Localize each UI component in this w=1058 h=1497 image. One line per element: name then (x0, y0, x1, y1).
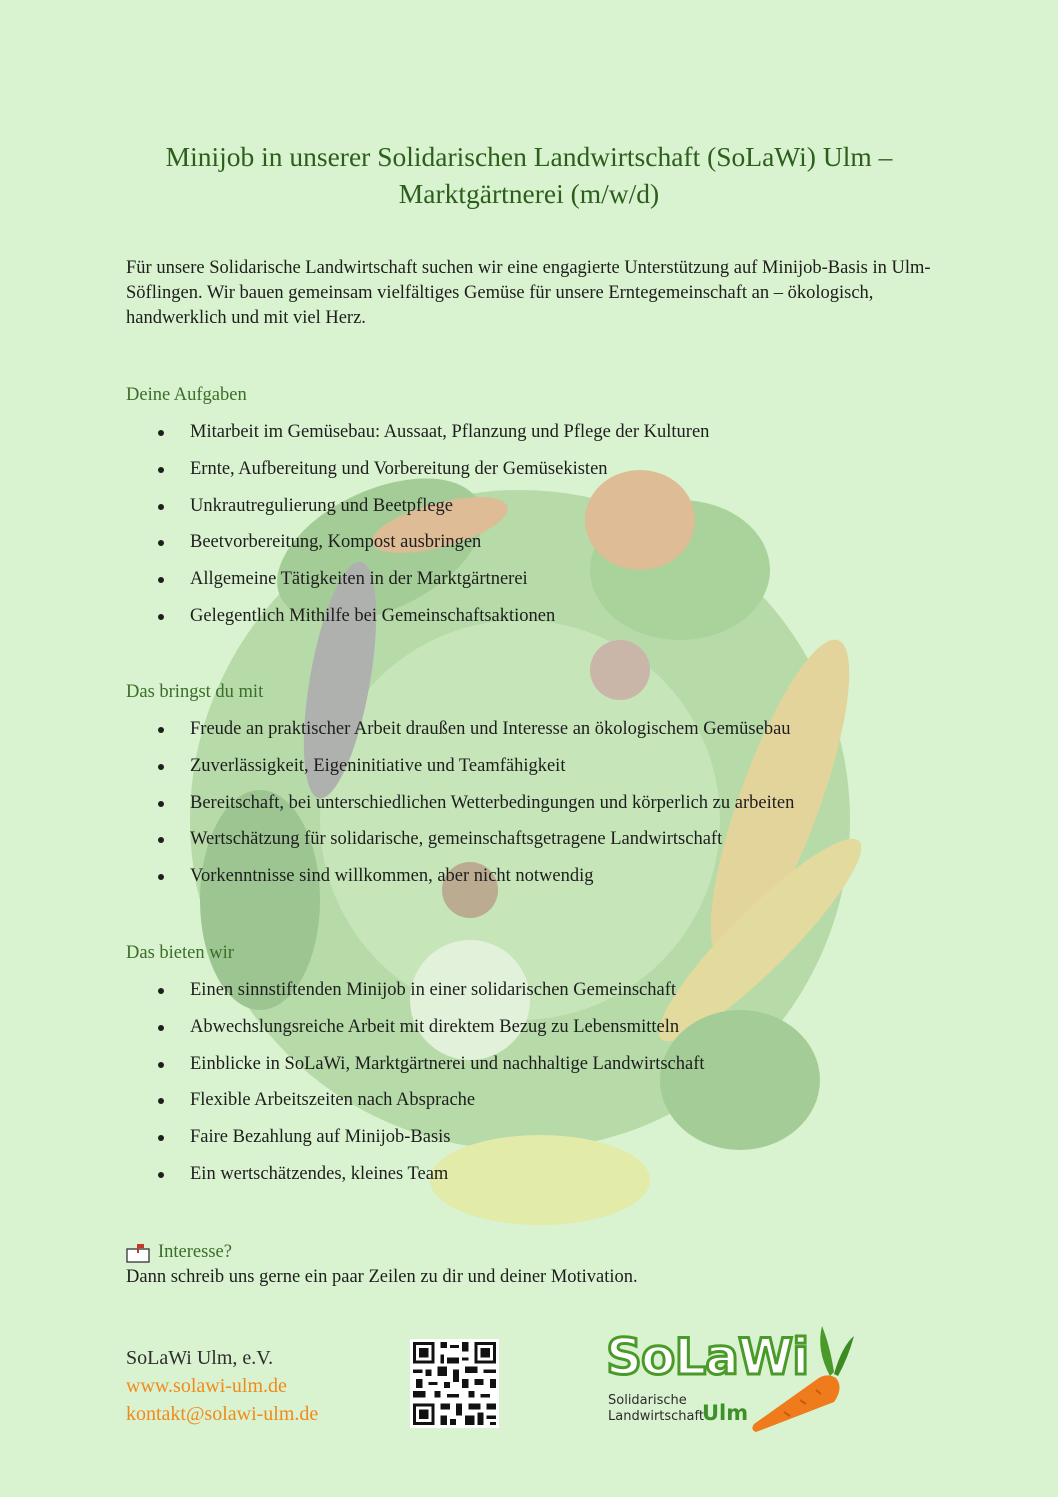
title-line-1: Minijob in unserer Solidarischen Landwirtschaft (SoLaWi) Ulm – (165, 141, 893, 172)
list-item: Allgemeine Tätigkeiten in der Marktgärtnerei (126, 567, 709, 604)
list-item: Einen sinnstiftenden Minijob in einer solidarischen Gemeinschaft (126, 978, 705, 1015)
bullet-icon (158, 1172, 164, 1178)
list-item: Bereitschaft, bei unterschiedlichen Wetterbedingungen und körperlich zu arbeiten (126, 791, 794, 828)
list-item: Abwechslungsreiche Arbeit mit direktem Bezug zu Lebensmitteln (126, 1015, 705, 1052)
organization-name: SoLaWi Ulm, e.V. (126, 1347, 274, 1369)
title-line-2: Marktgärtnerei (m/w/d) (398, 178, 660, 209)
logo-line-2: Landwirtschaft (608, 1409, 704, 1424)
list-item: Flexible Arbeitszeiten nach Absprache (126, 1088, 705, 1125)
section-heading-bringst-mit: Das bringst du mit (126, 682, 264, 702)
solawi-logo (604, 1316, 854, 1440)
bullet-icon (158, 1025, 164, 1031)
bullet-icon (158, 764, 164, 770)
list-item: Unkrautregulierung und Beetpflege (126, 494, 709, 531)
list-item: Ernte, Aufbereitung und Vorbereitung der Gemüsekisten (126, 457, 709, 494)
list-item: Einblicke in SoLaWi, Marktgärtnerei und nachhaltige Landwirtschaft (126, 1052, 705, 1089)
list-item: Mitarbeit im Gemüsebau: Aussaat, Pflanzung und Pflege der Kulturen (126, 420, 709, 457)
bullet-icon (158, 727, 164, 733)
logo-wordmark: SoLaWi (606, 1328, 809, 1386)
list-item: Freude an praktischer Arbeit draußen und Interesse an ökologischem Gemüsebau (126, 717, 794, 754)
website-link[interactable]: www.solawi-ulm.de (126, 1375, 287, 1397)
bringst-mit-list (126, 717, 794, 901)
interest-heading: Interesse? (158, 1242, 232, 1262)
bullet-icon (158, 430, 164, 436)
list-item: Ein wertschätzendes, kleines Team (126, 1162, 705, 1199)
bieten-wir-list (126, 978, 705, 1199)
bullet-icon (158, 614, 164, 620)
bullet-icon (158, 1098, 164, 1104)
interest-block (126, 1240, 638, 1290)
qr-code[interactable] (410, 1339, 499, 1428)
bullet-icon (158, 837, 164, 843)
section-heading-bieten-wir: Das bieten wir (126, 943, 234, 963)
bullet-icon (158, 1135, 164, 1141)
email-link[interactable]: kontakt@solawi-ulm.de (126, 1403, 319, 1425)
contact-block (126, 1344, 318, 1428)
bullet-icon (158, 874, 164, 880)
logo-city: Ulm (702, 1401, 749, 1425)
bullet-icon (158, 1062, 164, 1068)
list-item: Wertschätzung für solidarische, gemeinschaftsgetragene Landwirtschaft (126, 827, 794, 864)
bullet-icon (158, 540, 164, 546)
aufgaben-list (126, 420, 709, 641)
list-item: Zuverlässigkeit, Eigeninitiative und Teamfähigkeit (126, 754, 794, 791)
mailbox-icon (126, 1243, 150, 1263)
bullet-icon (158, 504, 164, 510)
list-item: Beetvorbereitung, Kompost ausbringen (126, 530, 709, 567)
logo-line-1: Solidarische (608, 1393, 687, 1408)
interest-heading-row (126, 1240, 638, 1265)
bullet-icon (158, 577, 164, 583)
list-item: Gelegentlich Mithilfe bei Gemeinschaftsaktionen (126, 604, 709, 641)
bullet-icon (158, 988, 164, 994)
bullet-icon (158, 467, 164, 473)
list-item: Faire Bezahlung auf Minijob-Basis (126, 1125, 705, 1162)
page-title (100, 138, 958, 212)
list-item: Vorkenntnisse sind willkommen, aber nicht notwendig (126, 864, 794, 901)
bullet-icon (158, 801, 164, 807)
interest-text: Dann schreib uns gerne ein paar Zeilen zu dir und deiner Motivation. (126, 1267, 638, 1287)
section-heading-aufgaben: Deine Aufgaben (126, 385, 247, 405)
intro-paragraph: Für unsere Solidarische Landwirtschaft suchen wir eine engagierte Unterstützung auf Minijob-Basis in Ulm- Söflingen. Wir bauen gemeinsam vielfältiges Gemüse für unsere Erntegemeinschaft an – ökologisch, handwerklich und mit viel Herz. (126, 258, 931, 328)
